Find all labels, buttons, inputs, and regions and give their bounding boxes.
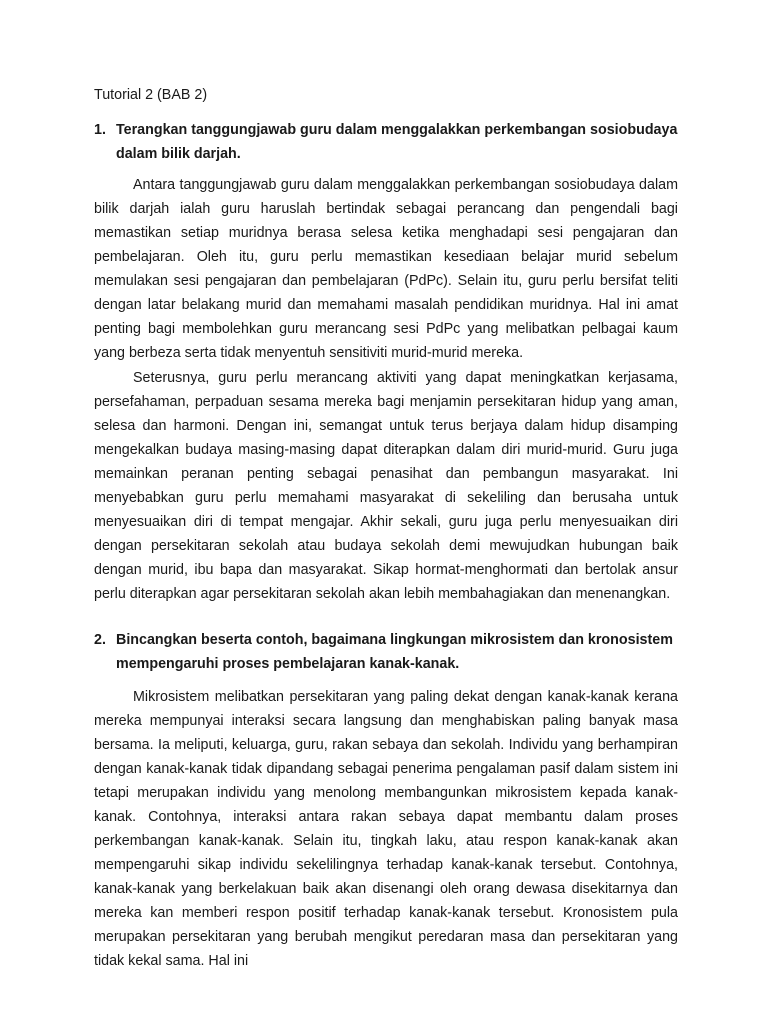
answer-paragraph: Antara tanggungjawab guru dalam menggalakkan perkembangan sosiobudaya dalam bilik darjah ialah guru haruslah bertindak sebagai perancang dan pengendali bagi memastikan setiap muridnya berasa selesa ketika menghadapi sesi pengajaran dan pembelajaran. Oleh itu, guru perlu memastikan kesediaan belajar murid sebelum memulakan sesi pengajaran dan pembelajaran (PdPc). Selain itu, guru perlu bersifat teliti dengan latar belakang murid dan memahami masalah pendidikan muridnya. Hal ini amat penting bagi membolehkan guru merancang sesi PdPc yang melibatkan pelbagai kaum yang berbeza serta tidak menyentuh sensitiviti murid-murid mereka. bbox=[94, 177, 678, 361]
question-text: Terangkan tanggungjawab guru dalam menggalakkan perkembangan sosiobudaya dalam bilik darjah. bbox=[116, 122, 678, 162]
question-number: 2. bbox=[94, 632, 106, 648]
answer-paragraph: Seterusnya, guru perlu merancang aktiviti yang dapat meningkatkan kerjasama, persefahaman, perpaduan sesama mereka bagi menjamin persekitaran hidup yang aman, selesa dan harmoni. Dengan ini, semangat untuk terus berjaya dalam hidup disamping mengekalkan budaya masing-masing dapat diterapkan dalam diri murid-murid. Guru juga memainkan peranan penting sebagai penasihat dan pembangun masyarakat. Ini menyebabkan guru perlu memahami masyarakat di sekeliling dan berusaha untuk menyesuaikan diri di tempat mengajar. Akhir sekali, guru juga perlu menyesuaikan diri dengan persekitaran sekolah atau budaya sekolah demi mewujudkan hubungan baik dengan murid, ibu bapa dan masyarakat. Sikap hormat-menghormati dan bertolak ansur perlu diterapkan agar persekitaran sekolah akan lebih membahagiakan dan menenangkan. bbox=[94, 370, 678, 602]
answer-paragraph: Mikrosistem melibatkan persekitaran yang paling dekat dengan kanak-kanak kerana mereka mempunyai interaksi secara langsung dan menghabiskan paling banyak masa bersama. Ia meliputi, keluarga, guru, rakan sebaya dan sekolah. Individu yang berhampiran dengan kanak-kanak tidak dipandang sebagai penerima pengalaman pasif dalam sistem ini tetapi merupakan individu yang menolong membangunkan mikrosistem kepada kanak-kanak. Contohnya, interaksi antara rakan sebaya dapat membantu dalam proses perkembangan kanak-kanak. Selain itu, tingkah laku, atau respon kanak-kanak akan mempengaruhi sikap individu sekelilingnya terhadap kanak-kanak tersebut. Contohnya, kanak-kanak yang berkelakuan baik akan disenangi oleh orang dewasa disekitarnya dan mereka kan memberi respon positif terhadap kanak-kanak tersebut. Kronosistem pula merupakan persekitaran yang berubah mengikut peredaran masa dan persekitaran yang tidak kekal sama. Hal ini bbox=[94, 689, 678, 969]
question-2 bbox=[94, 628, 678, 676]
question-text: Bincangkan beserta contoh, bagaimana lingkungan mikrosistem dan kronosistem mempengaruhi proses pembelajaran kanak-kanak. bbox=[116, 632, 673, 672]
question-1 bbox=[94, 118, 678, 166]
question-number: 1. bbox=[94, 122, 106, 138]
document-title: Tutorial 2 (BAB 2) bbox=[94, 87, 208, 103]
